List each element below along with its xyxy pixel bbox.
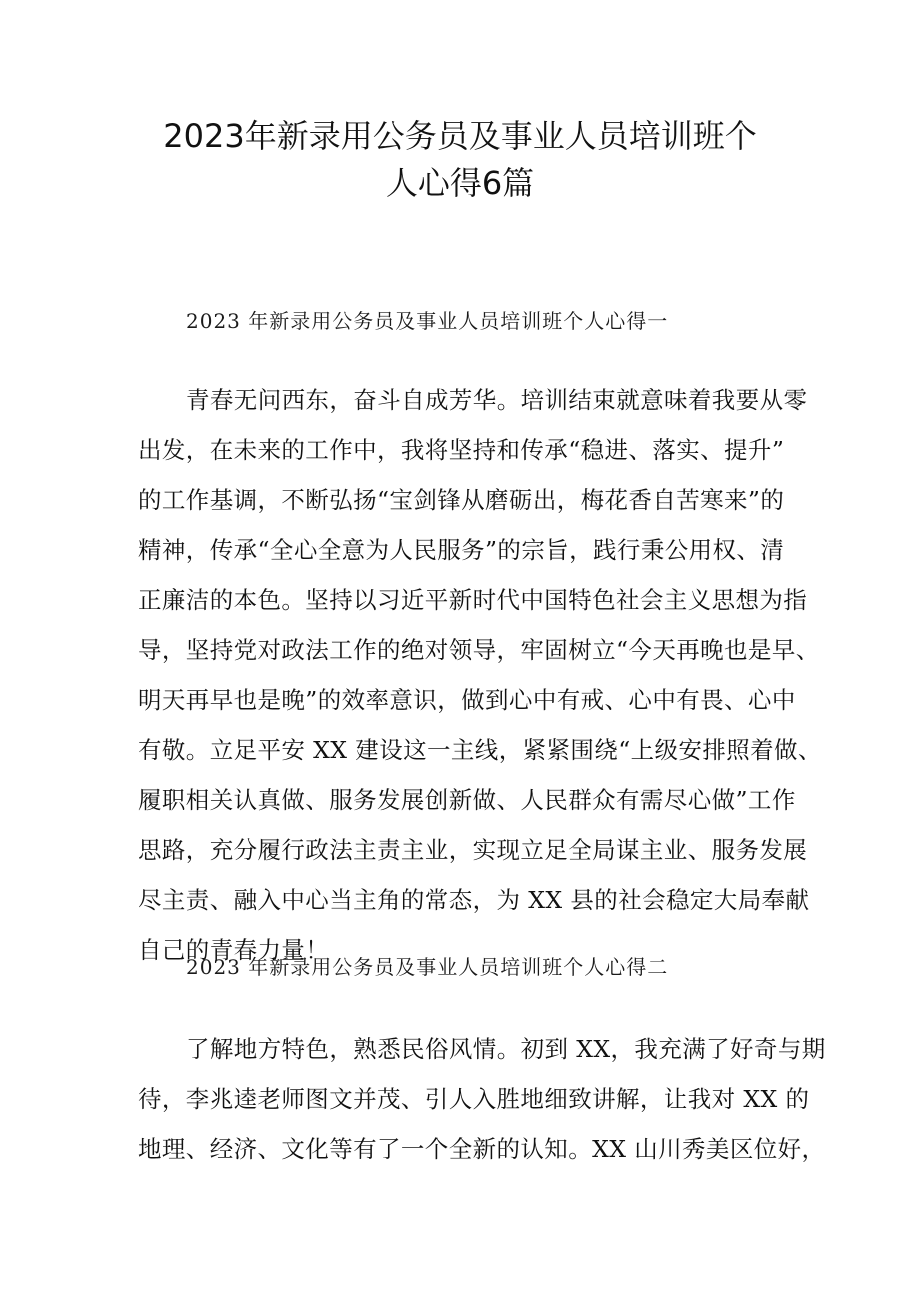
paragraph-line: 履职相关认真做、服务发展创新做、人民群众有需尽心做”工作	[138, 786, 796, 814]
paragraph-line: 思路，充分履行政法主责主业，实现立足全局谋主业、服务发展	[138, 836, 808, 864]
section-heading-2: 2023 年新录用公务员及事业人员培训班个人心得二	[186, 955, 669, 979]
section-heading-1: 2023 年新录用公务员及事业人员培训班个人心得一	[186, 309, 669, 333]
document-title-line-2: 人心得6篇	[385, 164, 535, 202]
document-title-line-1: 2023年新录用公务员及事业人员培训班个	[163, 117, 757, 155]
paragraph-line: 的工作基调，不断弘扬“宝剑锋从磨砺出，梅花香自苦寒来”的	[138, 486, 785, 514]
paragraph-line: 精神，传承“全心全意为人民服务”的宗旨，践行秉公用权、清	[138, 536, 785, 564]
paragraph-line: 导，坚持党对政法工作的绝对领导，牢固树立“今天再晚也是早、	[138, 636, 820, 664]
section-1-paragraph	[138, 375, 822, 975]
paragraph-line: 正廉洁的本色。坚持以习近平新时代中国特色社会主义思想为指	[138, 586, 808, 614]
paragraph-line: 青春无问西东，奋斗自成芳华。培训结束就意味着我要从零	[186, 386, 808, 414]
paragraph-line: 出发，在未来的工作中，我将坚持和传承“稳进、落实、提升”	[138, 436, 785, 464]
paragraph-line: 明天再早也是晚”的效率意识，做到心中有戒、心中有畏、心中	[138, 686, 796, 714]
paragraph-line: 待，李兆逵老师图文并茂、引人入胜地细致讲解，让我对 XX 的	[138, 1085, 810, 1113]
paragraph-line: 自己的青春力量！	[138, 936, 330, 964]
section-2-paragraph	[138, 1024, 826, 1174]
paragraph-line: 了解地方特色，熟悉民俗风情。初到 XX，我充满了好奇与期	[186, 1035, 826, 1063]
paragraph-line: 有敬。立足平安 XX 建设这一主线，紧紧围绕“上级安排照着做、	[138, 736, 822, 764]
paragraph-line: 尽主责、融入中心当主角的常态，为 XX 县的社会稳定大局奉献	[138, 886, 810, 914]
paragraph-line: 地理、经济、文化等有了一个全新的认知。XX 山川秀美区位好，	[138, 1135, 826, 1163]
